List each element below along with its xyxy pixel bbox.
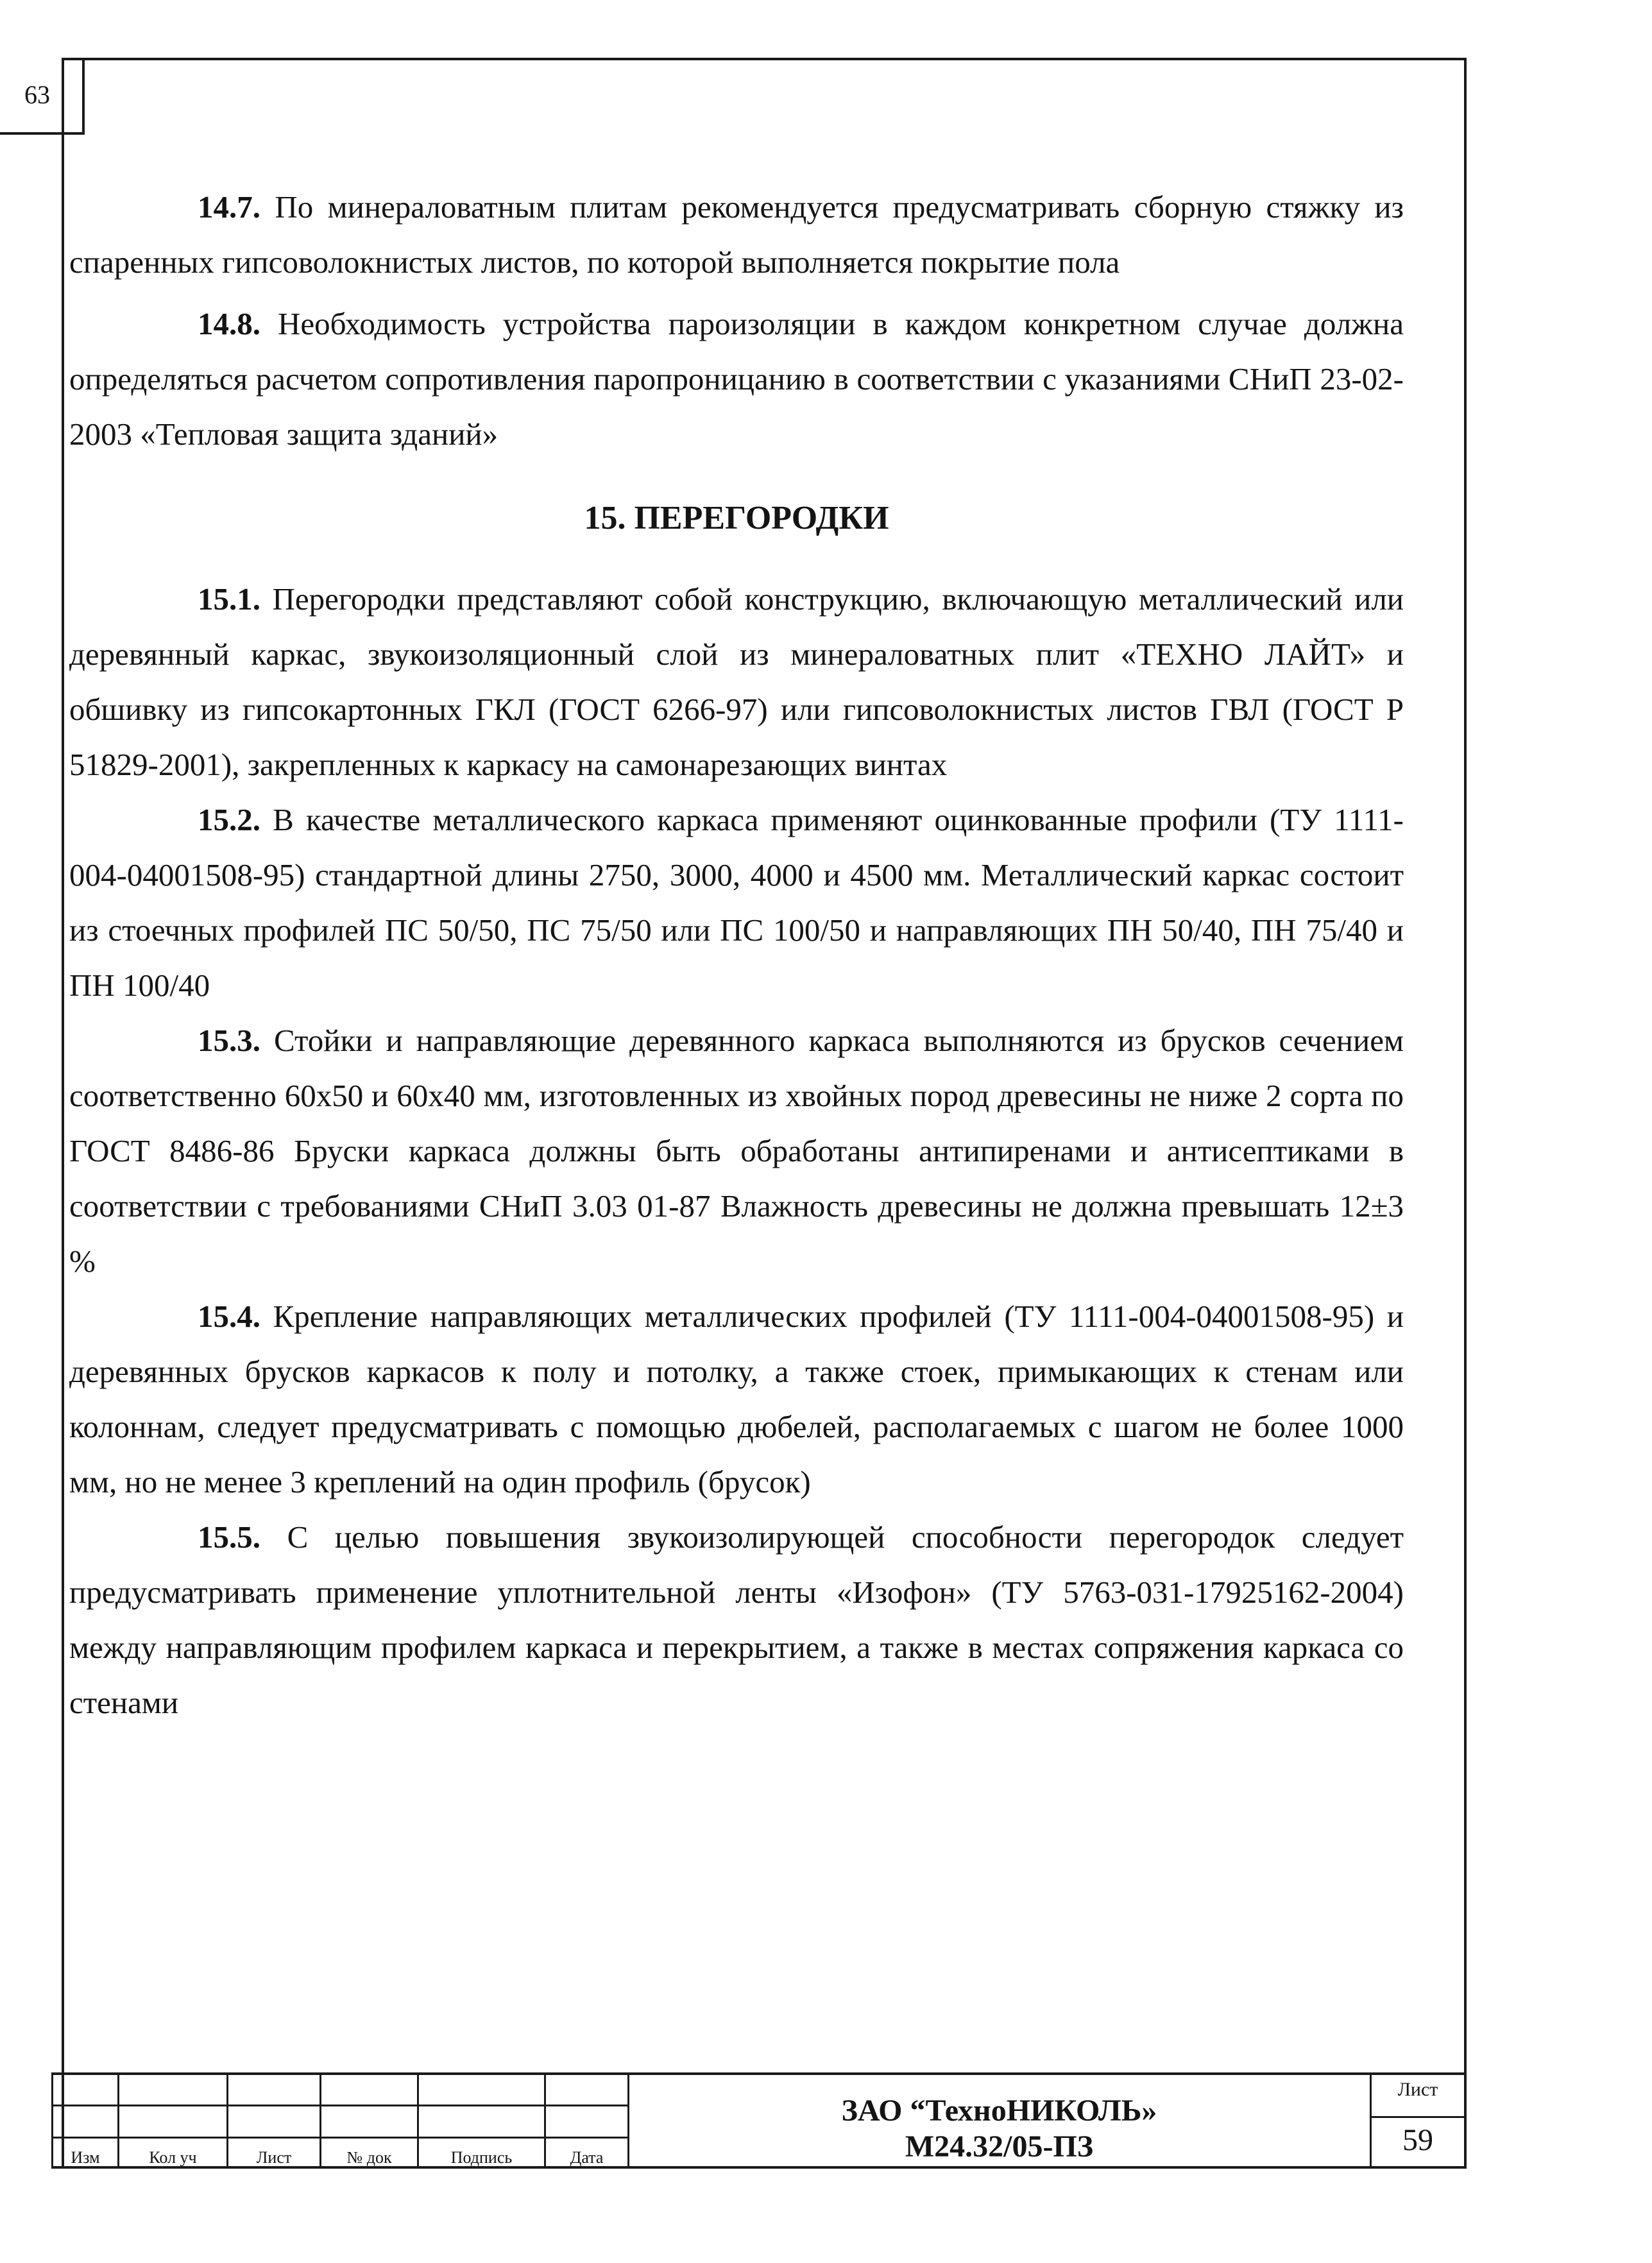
title-block-row-line: [51, 2105, 629, 2106]
paragraph-number: 15.5.: [198, 1519, 260, 1555]
paragraph-number: 15.4.: [198, 1299, 260, 1334]
page-number-corner: 63: [24, 80, 50, 109]
paragraph-text: Перегородки представляют собой конструкцию, включающую металлический или деревянный каркас, звукоизоляционный слой из минераловатных плит «ТЕХНО ЛАЙТ» и обшивку из гипсокартонных ГКЛ (ГОСТ 6266-97) или гипсоволокнистых листов ГВЛ (ГОСТ Р 51829-2001), закрепленных к каркасу на самонарезающих винтах: [69, 581, 1404, 782]
paragraph-text: Необходимость устройства пароизоляции в каждом конкретном случае должна определяться расчетом сопротивления паропроницанию в соответствии с указаниями СНиП 23-02-2003 «Тепловая защита зданий»: [69, 306, 1404, 452]
paragraph-15-2: [69, 792, 1404, 1013]
paragraph-15-5: [69, 1510, 1404, 1730]
paragraph-number: 15.1.: [198, 581, 260, 617]
company-name: ЗАО “ТехноНИКОЛЬ»: [841, 2094, 1157, 2128]
paragraph-15-4: [69, 1289, 1404, 1510]
paragraph-number: 15.3.: [198, 1023, 260, 1058]
paragraph-number: 14.8.: [198, 306, 260, 341]
title-block-row-line: [51, 2137, 629, 2139]
title-block-sheet-line: [1370, 2116, 1467, 2118]
title-block-organization: [629, 2093, 1370, 2165]
paragraph-text: С целью повышения звукоизолирующей способности перегородок следует предусматривать применение уплотнительной ленты «Изофон» (ТУ 5763-031-17925162-2004) между направляющим профилем каркаса и перекрытием, а также в местах сопряжения каркаса со стенами: [69, 1519, 1404, 1720]
paragraph-text: По минераловатным плитам рекомендуется предусматривать сборную стяжку из спаренных гипсоволокнистых листов, по которой выполняется покрытие пола: [69, 189, 1404, 280]
paragraph-text: В качестве металлического каркаса применяют оцинкованные профили (ТУ 1111-004-04001508-95) стандартной длины 2750, 3000, 4000 и 4500 мм. Металлический каркас состоит из стоечных профилей ПС 50/50, ПС 75/50 или ПС 100/50 и направляющих ПН 50/40, ПН 75/40 и ПН 100/40: [69, 802, 1404, 1003]
paragraph-14-7: [69, 180, 1404, 290]
paragraph-number: 15.2.: [198, 802, 260, 837]
label-kol-uch: Кол уч: [149, 2148, 197, 2167]
paragraph-number: 14.7.: [198, 189, 260, 225]
label-list: Лист: [256, 2148, 292, 2167]
label-doc-number: № док: [346, 2148, 392, 2167]
paragraph-text: Крепление направляющих металлических профилей (ТУ 1111-004-04001508-95) и деревянных брусков каркасов к полу и потолку, а также стоек, примыкающих к стенам или колоннам, следует предусматривать с помощью дюбелей, располагаемых с шагом не более 1000 мм, но не менее 3 креплений на один профиль (брусок): [69, 1299, 1404, 1499]
title-block: [51, 2072, 1467, 2169]
paragraph-14-8: [69, 296, 1404, 462]
document-body: [69, 180, 1404, 1730]
paragraph-text: Стойки и направляющие деревянного каркаса выполняются из брусков сечением соответственно 60х50 и 60х40 мм, изготовленных из хвойных пород древесины не ниже 2 сорта по ГОСТ 8486-86 Бруски каркаса должны быть обработаны антипиренами и антисептиками в соответствии с требованиями СНиП 3.03 01-87 Влажность древесины не должна превышать 12±3 %: [69, 1023, 1404, 1279]
section-heading: 15. ПЕРЕГОРОДКИ: [584, 500, 889, 536]
sheet-label: Лист: [1397, 2079, 1438, 2100]
sheet-number: 59: [1402, 2123, 1433, 2157]
paragraph-15-1: [69, 572, 1404, 792]
title-block-top-line: [51, 2072, 1467, 2075]
label-date: Дата: [570, 2148, 604, 2167]
document-code: М24.32/05-ПЗ: [905, 2130, 1094, 2164]
label-izm: Изм: [71, 2148, 100, 2167]
paragraph-15-3: [69, 1013, 1404, 1289]
label-signature: Подпись: [450, 2148, 513, 2167]
